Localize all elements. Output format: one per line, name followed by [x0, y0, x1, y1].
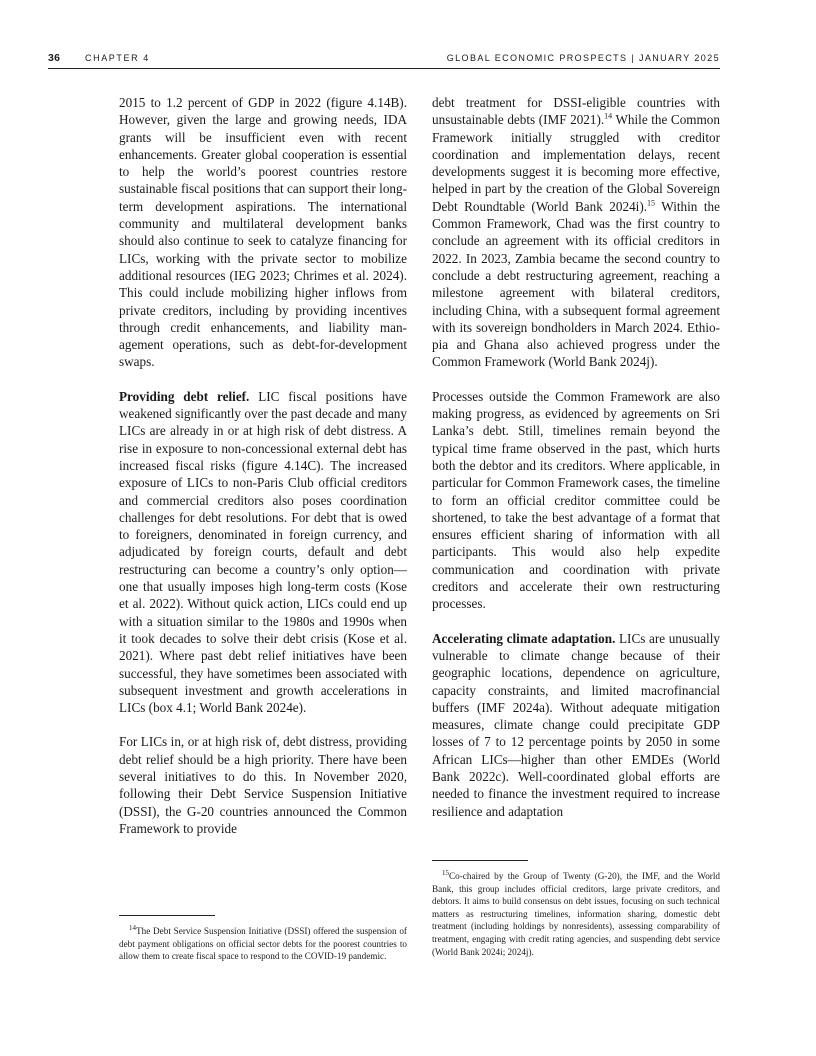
right-column: [432, 94, 720, 837]
paragraph-heading: Providing debt relief.: [119, 388, 250, 404]
paragraph-common-framework: [432, 94, 720, 371]
footnote-rule: [432, 860, 528, 861]
footnote-number: 14: [129, 923, 136, 932]
footnote-number: 15: [442, 868, 449, 877]
chapter-label: CHAPTER 4: [85, 53, 150, 63]
footnote-15: [432, 860, 720, 958]
paragraph: Processes outside the Common Framework are also making progress, as evidenced by agreements on Sri Lanka’s debt. Still, timelines remain beyond the typical time frame observed in the past, which hurts both the debtor and its creditors. Where applicable, in particular for Common Framework cases, the timeline to form an official creditor committee could be shortened, to take the best advantage of a format that ensures efficient sharing of information with all participants. This would also help expedite communication and coordination with private creditors and accelerate their own restructuring processes.: [432, 388, 720, 612]
paragraph-climate: [432, 630, 720, 820]
footnote-text: Co-chaired by the Group of Twenty (G-20), the IMF, and the World Bank, this group includes official creditors, large private creditors, and debtors. It aims to build consensus on debt issues, focusing on such technical matters as restructuring timelines, information sharing, domestic debt treatment (including holdings by nonresidents), assessing comparability of treatment, engaging with credit rating agencies, and suspending debt service (World Bank 2024i; 2024j).: [432, 871, 720, 957]
paragraph: 2015 to 1.2 percent of GDP in 2022 (figure 4.14B). However, given the large and growing needs, IDA grants will be insufficient even with recent enhancements. Greater global cooperation is essential to help the world’s poorest countries restore sustainable fiscal positions that can support their long-term development aspirations. The international community and multilateral development banks should also continue to seek to catalyze financing for LICs, working with the private sector to mobilize additional resources (IEG 2023; Chrimes et al. 2024). This could include mobilizing higher inflows from private creditors, including by providing incentives through credit enhancements, and liability management operations, such as debt-for-development swaps.: [119, 95, 407, 370]
footnote-rule: [119, 915, 215, 916]
footnote-ref: 14: [604, 111, 613, 121]
footnote-text: The Debt Service Suspension Initiative (DSSI) offered the suspension of debt payment obligations on official sector debts for the poorest countries to allow them to create fiscal space to respond to the COVID-19 pandemic.: [119, 926, 407, 962]
header-rule: [48, 68, 720, 69]
paragraph-heading: Accelerating climate adaptation.: [432, 630, 616, 646]
paragraph-body: LIC fiscal positions have weakened significantly over the past decade and many LICs are already in or at high risk of debt distress. A rise in exposure to non-concessional external debt has increased fiscal risks (figure 4.14C). The increased exposure of LICs to non-Paris Club official creditors and commercial creditors also poses coordination challenges for debt resolutions. For debt that is owed to foreigners, denominated in foreign currency, and adjudicated by foreign courts, default and debt restructuring can become a country’s only option—one that usually imposes high long-term costs (Kose et al. 2022). Without quick action, LICs could end up with a situation similar to the 1980s and 1990s when it took decades to solve their debt crisis (Kose et al. 2021). Where past debt relief initiatives have been successful, they have sometimes been associated with subsequent investment and growth accelerations in LICs (box 4.1; World Bank 2024e).: [119, 388, 407, 716]
footnote-14: [119, 915, 407, 963]
paragraph-text: debt treatment for DSSI-eligible countries with unsustainable debts (IMF 2021).: [432, 95, 720, 128]
paragraph-text: Within the Common Framework, Chad was the first country to conclude an agreement with its official creditors in 2022. In 2023, Zambia became the second country to conclude a debt restructuring agreement, reaching a milestone agreement with bilateral creditors, including China, with a subsequent formal agreement with its sovereign bondholders in March 2024. Ethiopia and Ghana also achieved progress under the Common Framework (World Bank 2024j).: [432, 198, 720, 370]
left-column: [119, 94, 407, 854]
running-title: GLOBAL ECONOMIC PROSPECTS | JANUARY 2025: [446, 53, 720, 63]
paragraph-body: LICs are unusually vulnerable to climate change because of their geographic locations, dependence on agriculture, capacity constraints, and limited macrofinancial buffers (IMF 2024a). Without adequate mitigation measures, climate change could precipitate GDP losses of 7 to 12 percentage points by 2050 in some African LICs—higher than other EMDEs (World Bank 2022c). Well-coordinated global efforts are needed to finance the investment required to increase resilience and adaptation: [432, 630, 720, 819]
footnote-ref: 15: [647, 198, 656, 208]
page-header: [48, 52, 720, 68]
paragraph-text: While the Common Framework initially struggled with creditor coordination and implementation delays, recent developments suggest it is becoming more effective, helped in part by the creation of the Global Sovereign Debt Roundtable (World Bank 2024i).: [432, 112, 720, 214]
page-number: 36: [48, 52, 61, 64]
paragraph-debt-relief: [119, 388, 407, 717]
paragraph: For LICs in, or at high risk of, debt distress, providing debt relief should be a high priority. There have been several initiatives to do this. In November 2020, following their Debt Service Suspension Initiative (DSSI), the G-20 countries announced the Common Framework to provide: [119, 734, 407, 836]
